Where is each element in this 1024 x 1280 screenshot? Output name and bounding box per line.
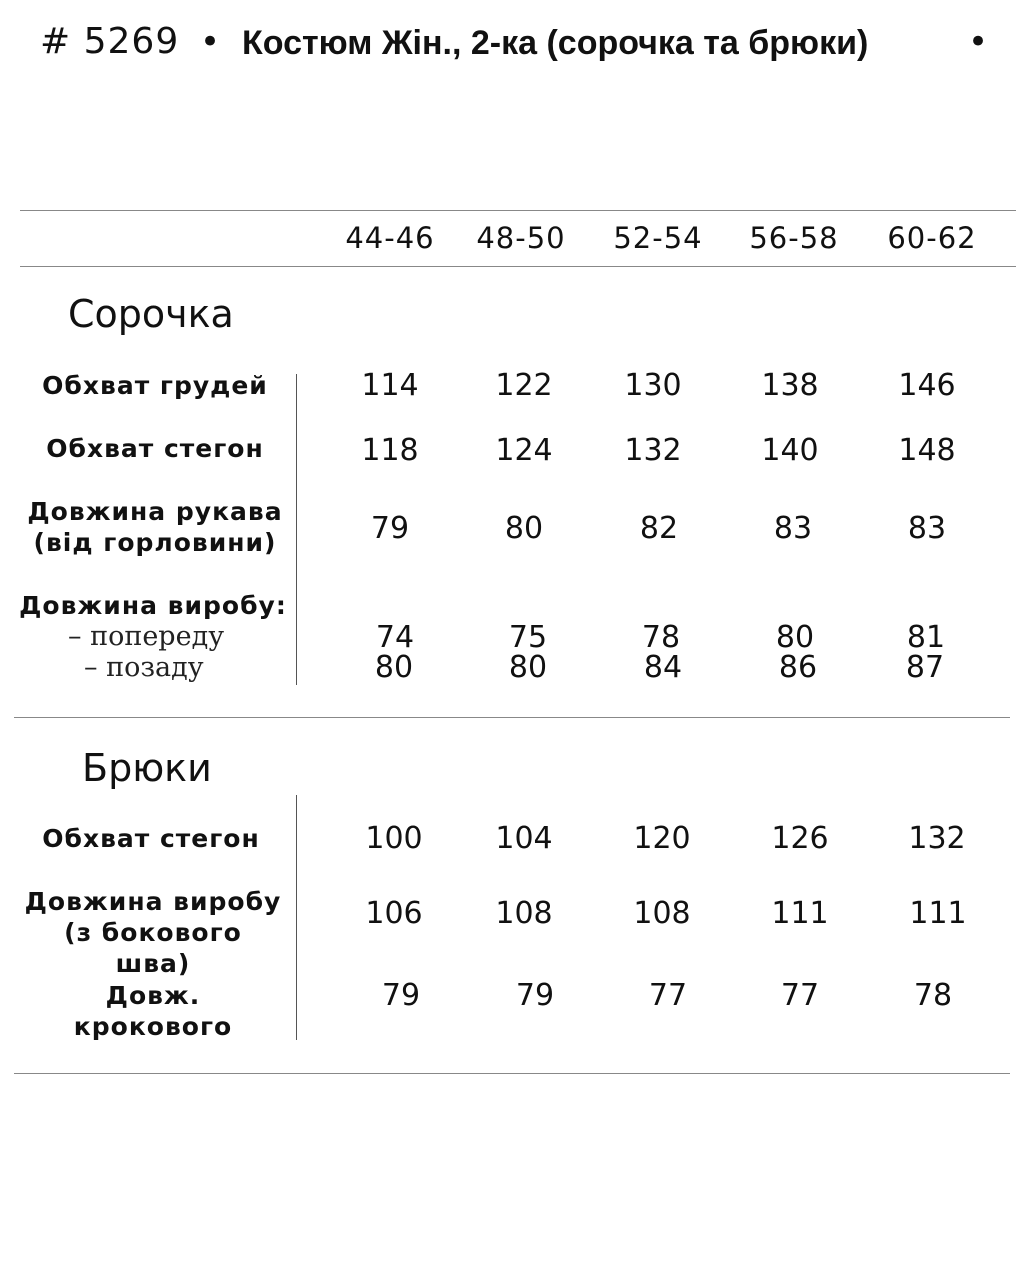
table-cell: 108 xyxy=(633,896,691,931)
table-cell: 78 xyxy=(913,978,953,1013)
table-cell: 114 xyxy=(361,368,419,403)
table-cell: 78 xyxy=(641,620,681,655)
table-cell: 100 xyxy=(365,821,423,856)
table-cell: 124 xyxy=(495,433,553,468)
row-label: Довжина рукава xyxy=(27,497,283,526)
table-cell: 79 xyxy=(370,511,410,546)
table-cell: 132 xyxy=(908,821,966,856)
table-bottom-rule xyxy=(14,1073,1010,1074)
table-cell: 83 xyxy=(907,511,947,546)
table-cell: 120 xyxy=(633,821,691,856)
row-sublabel-front: – попереду xyxy=(68,621,225,652)
table-cell: 82 xyxy=(639,511,679,546)
row-label: (від горловини) xyxy=(33,528,277,557)
size-header: 44-46 xyxy=(345,221,435,255)
table-cell: 106 xyxy=(365,896,423,931)
article-number: # 5269 xyxy=(40,21,180,62)
row-label: Обхват стегон xyxy=(42,824,260,853)
bullet-separator: • xyxy=(968,22,989,62)
table-cell: 74 xyxy=(375,620,415,655)
size-header-rule xyxy=(20,266,1016,267)
row-label: Довж. крокового xyxy=(73,981,233,1041)
table-cell: 122 xyxy=(495,368,553,403)
table-cell: 83 xyxy=(773,511,813,546)
size-header: 56-58 xyxy=(749,221,839,255)
table-cell: 80 xyxy=(504,511,544,546)
size-header: 60-62 xyxy=(887,221,977,255)
table-cell: 77 xyxy=(780,978,820,1013)
size-header: 52-54 xyxy=(613,221,703,255)
row-sublabel-back: – позаду xyxy=(84,652,204,683)
section-title-pants: Брюки xyxy=(82,746,212,790)
table-cell: 111 xyxy=(909,896,967,931)
table-cell: 104 xyxy=(495,821,553,856)
table-cell: 84 xyxy=(643,650,683,685)
table-cell: 81 xyxy=(906,620,946,655)
table-cell: 80 xyxy=(775,620,815,655)
table-cell: 80 xyxy=(508,650,548,685)
table-cell: 130 xyxy=(624,368,682,403)
row-label: (з бокового шва) xyxy=(64,918,242,978)
product-title: Костюм Жін., 2-ка (сорочка та брюки) xyxy=(242,24,869,62)
table-cell: 118 xyxy=(361,433,419,468)
table-cell: 77 xyxy=(648,978,688,1013)
row-label: Обхват грудей xyxy=(42,371,268,400)
table-cell: 87 xyxy=(905,650,945,685)
table-cell: 132 xyxy=(624,433,682,468)
title-row xyxy=(0,18,1024,68)
table-cell: 79 xyxy=(381,978,421,1013)
pants-column-divider xyxy=(296,795,297,1040)
table-cell: 111 xyxy=(771,896,829,931)
table-cell: 148 xyxy=(898,433,956,468)
table-cell: 108 xyxy=(495,896,553,931)
shirt-column-divider xyxy=(296,374,297,685)
table-cell: 79 xyxy=(515,978,555,1013)
section-divider xyxy=(14,717,1010,718)
table-cell: 86 xyxy=(778,650,818,685)
bullet-separator: • xyxy=(200,22,221,62)
table-cell: 80 xyxy=(374,650,414,685)
size-header: 48-50 xyxy=(476,221,566,255)
row-label: Довжина виробу xyxy=(24,887,282,916)
table-cell: 126 xyxy=(771,821,829,856)
table-cell: 75 xyxy=(508,620,548,655)
table-cell: 138 xyxy=(761,368,819,403)
table-cell: 146 xyxy=(898,368,956,403)
row-label: Довжина виробу: xyxy=(19,591,287,620)
section-title-shirt: Сорочка xyxy=(68,292,234,336)
row-label: Обхват стегон xyxy=(46,434,264,463)
table-cell: 140 xyxy=(761,433,819,468)
table-top-rule xyxy=(20,210,1016,211)
